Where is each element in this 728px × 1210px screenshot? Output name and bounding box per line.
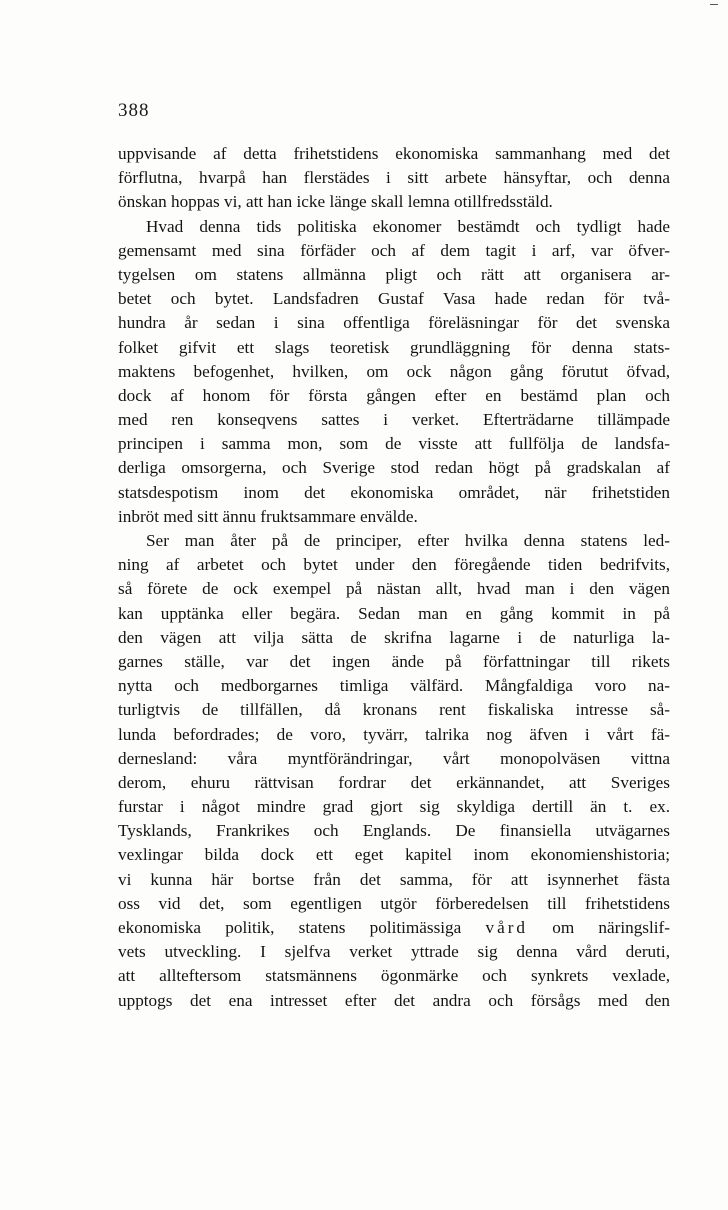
text-line: dock af honom för första gången efter en bestämd plan och [118, 385, 670, 405]
text-line: turligtvis de tillfällen, då kronans rent fiskaliska intresse så- [118, 700, 670, 720]
text-line: gemensamt med sina förfäder och af dem tagit i arf, var öfver- [118, 240, 670, 260]
text-line: önskan hoppas vi, att han icke länge skall lemna otillfredsstäld. [118, 192, 553, 212]
text-line: derom, ehuru rättvisan fordrar det erkännandet, att Sveriges [118, 772, 670, 792]
text-line: uppvisande af detta frihetstidens ekonomiska sammanhang med det [118, 144, 670, 163]
text-line: vi kunna här bortse från det samma, för att isynnerhet fästa [118, 869, 670, 889]
text-line: folket gifvit ett slags teoretisk grundläggning för denna stats- [118, 337, 670, 357]
emphasized-word: vård [485, 918, 529, 937]
text-line: kan upptänka eller begära. Sedan man en gång kommit in på [118, 603, 670, 623]
text-line: nytta och medborgarnes timliga välfärd. Mångfaldiga voro na- [118, 676, 670, 696]
body-text [118, 142, 670, 1013]
text-line: så förete de ock exempel på nästan allt, hvad man i den vägen [118, 579, 670, 599]
text-line: tygelsen om statens allmänna pligt och rätt att organisera ar- [118, 264, 670, 284]
text-line: dernesland: våra myntförändringar, vårt monopolväsen vittna [118, 748, 670, 768]
text-line: att allteftersom statsmännens ögonmärke och synkrets vexlade, [118, 966, 670, 986]
text-line: statsdespotism inom det ekonomiska området, när frihetstiden [118, 482, 670, 502]
text-line: betet och bytet. Landsfadren Gustaf Vasa hade redan för två- [118, 289, 670, 309]
text-line: förflutna, hvarpå han flerstädes i sitt arbete hänsyftar, och denna [118, 168, 670, 188]
text-line: upptogs det ena intresset efter det andra och försågs med den [118, 990, 670, 1010]
text-line: vets utveckling. I sjelfva verket yttrade sig denna vård deruti, [118, 942, 670, 962]
text-line: den vägen att vilja sätta de skrifna lagarne i de naturliga la- [118, 627, 670, 647]
text-line: ning af arbetet och bytet under den föregående tiden bedrifvits, [118, 555, 670, 575]
text-line [118, 916, 670, 940]
text-line: Hvad denna tids politiska ekonomer bestämdt och tydligt hade [146, 216, 670, 236]
text-line: vexlingar bilda dock ett eget kapitel inom ekonomienshistoria; [118, 845, 670, 865]
text-line: derliga omsorgerna, och Sverige stod redan högt på gradskalan af [118, 458, 670, 478]
edge-mark [710, 4, 718, 5]
text-line: garnes ställe, var det ingen ände på författningar till rikets [118, 651, 670, 671]
text-line: oss vid det, som egentligen utgör förberedelsen till frihetstidens [118, 893, 670, 913]
text-line: inbröt med sitt ännu fruktsammare envälde. [118, 506, 418, 526]
text-line: med ren konseqvens sattes i verket. Efterträdarne tillämpade [118, 410, 670, 430]
text-line: maktens befogenhet, hvilken, om ock någon gång förutut öfvad, [118, 361, 670, 381]
page-number: 388 [118, 100, 150, 121]
text-line: principen i samma mon, som de visste att fullfölja de landsfa- [118, 434, 670, 454]
text-line: Ser man åter på de principer, efter hvilka denna statens led- [146, 531, 670, 550]
text-line: hundra år sedan i sina offentliga föreläsningar för det svenska [118, 313, 670, 333]
text-segment: ekonomiska politik, statens politimässiga [118, 918, 462, 937]
text-line: Tysklands, Frankrikes och Englands. De finansiella utvägarnes [118, 821, 670, 841]
text-line: lunda befordrades; de voro, tyvärr, talrika nog äfven i vårt fä- [118, 724, 670, 744]
text-segment: om näringslif- [552, 918, 670, 937]
text-line: furstar i något mindre grad gjort sig skyldiga dertill än t. ex. [118, 797, 670, 817]
